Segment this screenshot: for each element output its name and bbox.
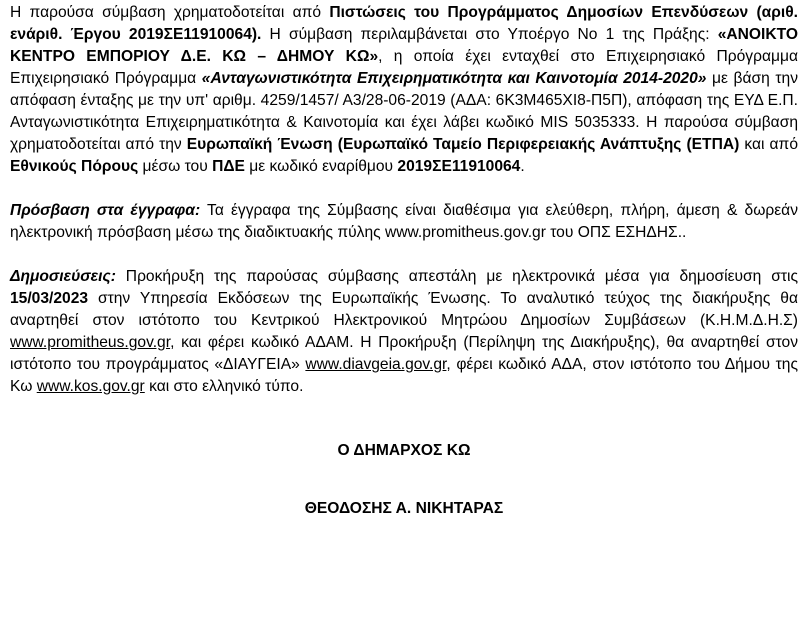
funding-text-5: και από <box>739 136 798 153</box>
access-label: Πρόσβαση στα έγγραφα: <box>10 202 201 219</box>
signature-title: Ο ΔΗΜΑΡΧΟΣ ΚΩ <box>337 442 471 459</box>
funding-bold-national: Εθνικούς Πόρους <box>10 158 139 175</box>
funding-paragraph <box>10 2 798 178</box>
publications-text-4: , φέρει κωδικό ΑΔΑ, στον ιστότοπο του Δήμου της Κω <box>10 356 798 395</box>
publications-text-1: Προκήρυξη της παρούσας σύμβασης απεστάλη με ηλεκτρονικά μέσα για δημοσίευση στις <box>115 268 798 285</box>
publications-text-5: και στο ελληνικό τύπο. <box>144 378 304 395</box>
funding-text-6: μέσω του <box>138 158 213 175</box>
publications-text-3: , και φέρει κωδικό ΑΔΑΜ. Η Προκήρυξη (Περίληψη της Διακήρυξης), θα αναρτηθεί στον ιστότοπο του προγράμματος «ΔΙΑΥΓΕΙΑ» <box>10 334 798 373</box>
funding-text-8: . <box>520 158 525 175</box>
publications-text-2: στην Υπηρεσία Εκδόσεων της Ευρωπαϊκής Ένωσης. Το αναλυτικό τεύχος της διακήρυξης θα αναρτηθεί στον ιστότοπο του Κεντρικού Ηλεκτρονικού Μητρώου Δημοσίων Συμβάσεων (Κ.Η.Μ.Δ.Η.Σ) <box>10 290 798 329</box>
access-paragraph <box>10 200 798 244</box>
funding-bold-italic-programme: «Ανταγωνιστικότητα Επιχειρηματικότητα και Καινοτομία 2014-2020» <box>201 70 707 87</box>
publications-paragraph <box>10 266 798 398</box>
funding-bold-code: 2019ΣΕ11910064 <box>397 158 521 175</box>
access-text: Τα έγγραφα της Σύμβασης είναι διαθέσιμα για ελεύθερη, πλήρη, άμεση & δωρεάν ηλεκτρονική πρόσβαση μέσω της διαδικτυακής πύλης www.promitheus.gov.gr του ΟΠΣ ΕΣΗΔΗΣ.. <box>10 202 798 241</box>
funding-bold-project: «ΑΝΟΙΚΤΟ ΚΕΝΤΡΟ ΕΜΠΟΡΙΟΥ Δ.Ε. ΚΩ – ΔΗΜΟΥ ΚΩ» <box>10 26 798 65</box>
funding-bold-pde: Πιστώσεις του Προγράμματος Δημοσίων Επενδύσεων (αριθ. ενάριθ. Έργου 2019ΣΕ11910064). <box>10 4 798 43</box>
kos-link[interactable]: www.kos.gov.gr <box>36 378 145 395</box>
funding-text-1: Η παρούσα σύμβαση χρηματοδοτείται από <box>10 4 330 21</box>
publications-label: Δημοσιεύσεις: <box>10 268 116 285</box>
promitheus-link[interactable]: www.promitheus.gov.gr <box>10 334 171 351</box>
funding-bold-eu: Ευρωπαϊκή Ένωση (Ευρωπαϊκό Ταμείο Περιφερειακής Ανάπτυξης (ΕΤΠΑ) <box>186 136 740 153</box>
diavgeia-link[interactable]: www.diavgeia.gov.gr <box>305 356 447 373</box>
signature-name: ΘΕΟΔΟΣΗΣ Α. ΝΙΚΗΤΑΡΑΣ <box>304 500 504 517</box>
funding-text-4: με βάση την απόφαση ένταξης με την υπ' αριθμ. 4259/1457/ Α3/28-06-2019 (ΑΔΑ: 6Κ3Μ465ΧΙ8-Π5Π), απόφαση της ΕΥΔ Ε.Π. Ανταγωνιστικότητα Επιχειρηματικότητα & Καινοτομία και έχει λάβει κωδικό MIS 5035333. Η παρούσα σύμβαση χρηματοδοτείται από την <box>10 70 798 153</box>
funding-text-3: , η οποία έχει ενταχθεί στο Επιχειρησιακό Πρόγραμμα Επιχειρησιακό Πρόγραμμα <box>10 48 798 87</box>
funding-text-7: με κωδικό εναρίθμου <box>244 158 398 175</box>
funding-text-2: Η σύμβαση περιλαμβάνεται στο Υποέργο Νο 1 της Πράξης: <box>261 26 718 43</box>
funding-bold-pde-short: ΠΔΕ <box>212 158 245 175</box>
publications-date: 15/03/2023 <box>10 290 89 307</box>
